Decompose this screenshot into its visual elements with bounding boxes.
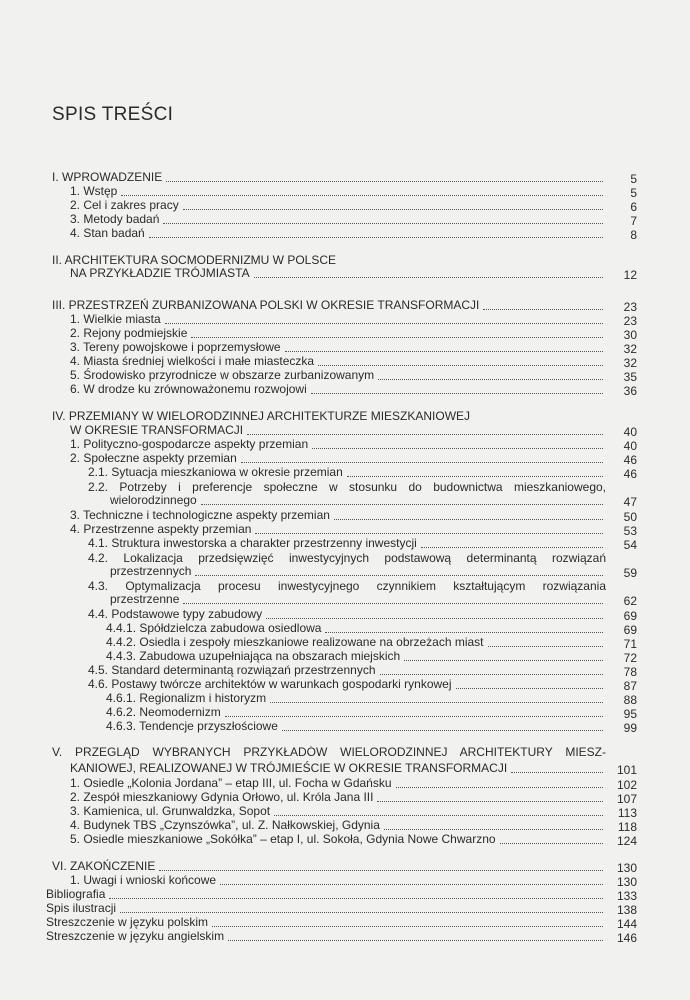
dot-leader [247, 433, 603, 435]
toc-entry-label: 3. Tereny powojskowe i poprzemysłowe [70, 340, 281, 354]
toc-entry-label: 4.6.3. Tendencje przyszłościowe [106, 719, 278, 733]
toc-entry-label: 4.4.3. Zabudowa uzupełniająca na obszarach miejskich [106, 649, 401, 663]
toc-entry-label: 5. Osiedle mieszkaniowe „Sokółka” – etap I, ul. Sokoła, Gdynia Nowe Chwarzno [70, 832, 496, 846]
dot-leader [396, 786, 603, 788]
dot-leader [159, 869, 603, 871]
dot-leader [241, 461, 603, 463]
toc-entry-label: 2. Rejony podmiejskie [70, 326, 188, 340]
toc-entry [70, 761, 637, 777]
dot-leader [121, 194, 603, 196]
toc-page-number: 54 [623, 538, 637, 552]
toc-page-number: 95 [623, 707, 637, 721]
dot-leader [165, 322, 603, 324]
toc-entry [70, 382, 637, 398]
dot-leader [228, 939, 603, 941]
toc-entry-label: 1. Wstęp [70, 184, 118, 198]
toc-entry [70, 326, 637, 342]
toc-page-number: 99 [623, 721, 637, 735]
toc-page-number: 101 [616, 763, 637, 777]
toc-entry-label: 3. Metody badań [70, 212, 160, 226]
toc-entry [88, 677, 637, 693]
dot-leader [377, 800, 603, 802]
toc-entry-label: Streszczenie w języku angielskim [46, 929, 225, 943]
toc-entry-label: 4.1. Struktura inwestorska a charakter przestrzenny inwestycji [88, 536, 417, 550]
toc-page-number: 8 [630, 228, 637, 242]
toc-entry [52, 859, 637, 875]
dot-leader [149, 236, 603, 238]
toc-page-number: 102 [616, 778, 637, 792]
toc-entry-label: 1. Uwagi i wnioski końcowe [70, 873, 217, 887]
toc-entry [70, 508, 637, 524]
toc-page-number: 46 [623, 453, 637, 467]
toc-page-number: 118 [617, 820, 637, 834]
toc-page-number: 53 [623, 524, 637, 538]
toc-entry [88, 663, 637, 679]
dot-leader [120, 911, 603, 913]
toc-entry [106, 705, 637, 721]
toc-entry [106, 635, 637, 651]
toc-entry-label: 4.3. Optymalizacja procesu inwestycyjnego czynnikiem kształtującym rozwiązania [88, 580, 606, 593]
dot-leader [347, 475, 603, 477]
toc-entry-label: 4.6. Postawy twórcze architektów w warunkach gospodarki rynkowej [88, 677, 452, 691]
toc-entry-label: 2. Zespół mieszkaniowy Gdynia Orłowo, ul. Króla Jana III [70, 790, 374, 804]
toc-entry [46, 887, 637, 903]
toc-entry [52, 170, 637, 186]
toc-page-number: 113 [617, 806, 637, 820]
toc-entry-label: 4.6.2. Neomodernizm [106, 705, 221, 719]
toc-entry [70, 340, 637, 356]
dot-leader [378, 378, 603, 380]
dot-leader [270, 701, 603, 703]
toc-entry-label: 4.4.1. Spółdzielcza zabudowa osiedlowa [106, 621, 322, 635]
toc-entry-label: 2.2. Potrzeby i preferencje społeczne w stosunku do budownictwa mieszkaniowego, [88, 481, 606, 494]
toc-entry-label: 6. W drodze ku zrównoważonemu rozwojowi [70, 382, 307, 396]
toc-entry-label: Bibliografia [46, 887, 106, 901]
dot-leader [285, 350, 603, 352]
toc-entry-label: 4.4. Podstawowe typy zabudowy [88, 607, 263, 621]
dot-leader [109, 897, 603, 899]
toc-page-number: 62 [623, 594, 637, 608]
toc-page-number: 69 [623, 623, 637, 637]
toc-entry [88, 465, 637, 481]
toc-entry [106, 691, 637, 707]
dot-leader [183, 208, 603, 210]
toc-entry [106, 719, 637, 735]
toc-entry-label: 1. Polityczno-gospodarcze aspekty przemian [70, 437, 309, 451]
toc-entry [70, 451, 637, 467]
toc-page-number: 47 [623, 495, 637, 509]
dot-leader [163, 222, 603, 224]
dot-leader [220, 883, 603, 885]
toc-entry [110, 592, 637, 608]
toc-entry-label: 3. Techniczne i technologiczne aspekty przemian [70, 508, 330, 522]
toc-page-number: 46 [623, 467, 637, 481]
dot-leader [456, 687, 604, 689]
toc-page-number: 23 [623, 314, 637, 328]
toc-entry [46, 929, 637, 945]
toc-entry-label: 3. Kamienica, ul. Grunwaldzka, Sopot [70, 804, 271, 818]
toc-entry [70, 437, 637, 453]
toc-entry-label: 4. Budynek TBS „Czynszówka”, ul. Z. Nałkowskiej, Gdynia [70, 818, 380, 832]
toc-page-number: 36 [623, 384, 637, 398]
dot-leader [318, 364, 603, 366]
toc-entry-label: 4.6.1. Regionalizm i historyzm [106, 691, 267, 705]
toc-page-number: 5 [630, 172, 637, 186]
toc-entry-label: 4. Przestrzenne aspekty przemian [70, 522, 252, 536]
toc-entry-label: przestrzennych [110, 564, 192, 578]
dot-leader [325, 631, 603, 633]
dot-leader [266, 617, 603, 619]
toc-entry-label: przestrzenne [110, 592, 180, 606]
toc-entry-label: IV. PRZEMIANY W WIELORODZINNEJ ARCHITEKTURZE MIESZKANIOWEJ [52, 409, 471, 423]
toc-entry [52, 298, 637, 314]
toc-entry [70, 266, 637, 282]
toc-entry-label: 2.1. Sytuacja mieszkaniowa w okresie przemian [88, 465, 343, 479]
dot-leader [312, 447, 603, 449]
toc-page-number: 59 [623, 566, 637, 580]
toc-entry [70, 184, 637, 200]
toc-entry-label: 4. Miasta średniej wielkości i małe miasteczka [70, 354, 315, 368]
toc-page-number: 138 [616, 903, 637, 917]
dot-leader [500, 842, 603, 844]
toc-page-number: 130 [616, 861, 637, 875]
toc-entry-label: W OKRESIE TRANSFORMACJI [70, 423, 244, 437]
toc-entry [70, 354, 637, 370]
toc-page-number: 71 [623, 637, 637, 651]
dot-leader [201, 503, 603, 505]
dot-leader [511, 771, 603, 773]
toc-entry-label: 4.5. Standard determinantą rozwiązań przestrzennych [88, 663, 376, 677]
toc-entry-label: wielorodzinnego [110, 493, 197, 507]
toc-page-number: 130 [616, 875, 637, 889]
dot-leader [183, 602, 603, 604]
toc-entry [70, 818, 637, 834]
toc-entry-label: 4. Stan badań [70, 226, 145, 240]
toc-entry [46, 901, 637, 917]
toc-entry-label: Spis ilustracji [46, 901, 117, 915]
toc-entry-label: 1. Osiedle „Kolonia Jordana” – etap III, ul. Focha w Gdańsku [70, 776, 392, 790]
toc-entry [70, 368, 637, 384]
toc-page-number: 35 [623, 370, 637, 384]
toc-entry [106, 621, 637, 637]
dot-leader [191, 336, 603, 338]
toc-entry [70, 804, 637, 820]
toc-entry-label: 5. Środowisko przyrodnicze w obszarze zurbanizowanym [70, 368, 375, 382]
dot-leader [483, 308, 603, 310]
toc-page-number: 32 [623, 342, 637, 356]
toc-entry [70, 522, 637, 538]
toc-entry [70, 776, 637, 792]
toc-entry-label: KANIOWEJ, REALIZOWANEJ W TRÓJMIEŚCIE W OKRESIE TRANSFORMACJI [70, 761, 508, 775]
dot-leader [212, 925, 603, 927]
toc-page-number: 40 [623, 425, 637, 439]
toc-page-number: 133 [616, 889, 637, 903]
toc-entry-label: 2. Społeczne aspekty przemian [70, 451, 237, 465]
toc-entry [46, 915, 637, 931]
dot-leader [421, 546, 603, 548]
toc-page-number: 32 [623, 356, 637, 370]
toc-entry [70, 832, 637, 848]
toc-entry-label: VI. ZAKOŃCZENIE [52, 859, 156, 873]
toc-entry-label: V. PRZEGLĄD WYBRANYCH PRZYKŁADÓW WIELORODZINNEJ ARCHITEKTURY MIESZ- [52, 746, 606, 759]
toc-entry [106, 649, 637, 665]
dot-leader [255, 532, 603, 534]
toc-page-number: 78 [623, 665, 637, 679]
dot-leader [254, 276, 603, 278]
toc-entry-label: III. PRZESTRZEŃ ZURBANIZOWANA POLSKI W OKRESIE TRANSFORMACJI [52, 298, 480, 312]
toc-page-number: 144 [616, 917, 637, 931]
toc-entry [70, 198, 637, 214]
toc-entry-label: 4.4.2. Osiedla i zespoły mieszkaniowe realizowane na obrzeżach miast [106, 635, 484, 649]
toc-entry [88, 536, 637, 552]
toc-entry-label: I. WPROWADZENIE [52, 170, 163, 184]
dot-leader [282, 729, 603, 731]
toc-entry-label: 4.2. Lokalizacja przedsięwzięć inwestycyjnych podstawową determinantą rozwiązań [88, 552, 606, 565]
toc-entry [70, 423, 637, 439]
toc-page-number: 50 [623, 510, 637, 524]
toc-page-number: 146 [616, 931, 637, 945]
toc-page-number: 72 [623, 651, 637, 665]
dot-leader [380, 673, 604, 675]
toc-page-number: 88 [623, 693, 637, 707]
toc-entry [70, 226, 637, 242]
dot-leader [334, 518, 603, 520]
page-title: SPIS TREŚCI [52, 104, 174, 125]
toc-entry-label: 2. Cel i zakres pracy [70, 198, 179, 212]
toc-entry-label: Streszczenie w języku polskim [46, 915, 209, 929]
toc-page-number: 40 [623, 439, 637, 453]
toc-entry-label: II. ARCHITEKTURA SOCMODERNIZMU W POLSCE [52, 253, 337, 267]
toc-entry [70, 212, 637, 228]
toc-entry-label: NA PRZYKŁADZIE TRÓJMIASTA [70, 266, 250, 280]
toc-page-number: 5 [630, 186, 637, 200]
toc-page-number: 69 [623, 609, 637, 623]
toc-page-number: 23 [623, 300, 637, 314]
dot-leader [195, 574, 603, 576]
toc-page-number: 30 [623, 328, 637, 342]
toc-entry-label: 1. Wielkie miasta [70, 312, 161, 326]
toc-entry [110, 493, 637, 509]
toc-page-number: 7 [630, 214, 637, 228]
dot-leader [225, 715, 603, 717]
dot-leader [311, 392, 603, 394]
toc-entry [70, 873, 637, 889]
dot-leader [274, 814, 603, 816]
dot-leader [404, 659, 603, 661]
toc-page-number: 124 [616, 834, 637, 848]
toc-entry [88, 607, 637, 623]
toc-entry [70, 790, 637, 806]
toc-page-number: 6 [630, 200, 637, 214]
toc-page-number: 107 [616, 792, 637, 806]
toc-page-number: 12 [623, 268, 637, 282]
toc-entry [70, 312, 637, 328]
toc-entry [110, 564, 637, 580]
dot-leader [166, 180, 603, 182]
dot-leader [488, 645, 603, 647]
toc-page-number: 87 [623, 679, 637, 693]
dot-leader [384, 828, 603, 830]
